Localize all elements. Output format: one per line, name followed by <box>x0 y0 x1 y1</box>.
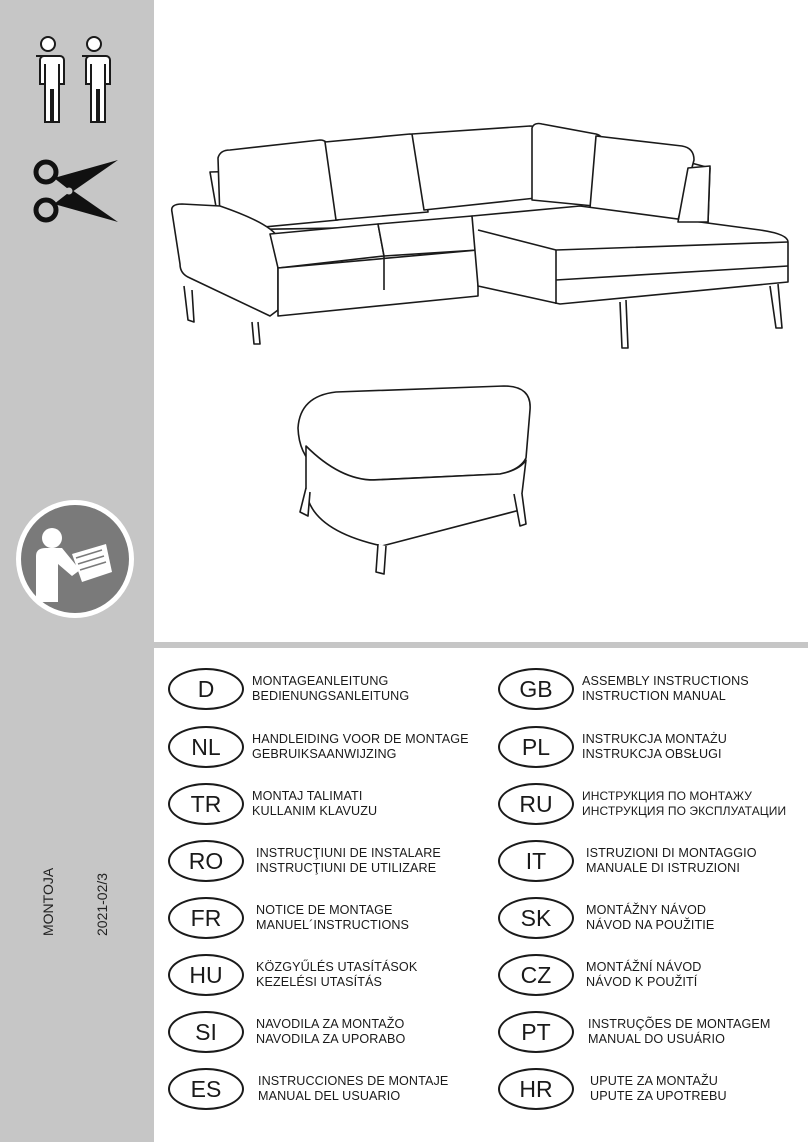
lang-line2: NAVODILA ZA UPORABO <box>256 1032 406 1046</box>
lang-code: RU <box>498 783 574 825</box>
lang-line1: INSTRUKCJA MONTAŻU <box>582 732 727 746</box>
lang-code: IT <box>498 840 574 882</box>
lang-line1: INSTRUÇÕES DE MONTAGEM <box>588 1017 771 1031</box>
lang-line1: INSTRUCCIONES DE MONTAJE <box>258 1074 449 1088</box>
lang-row-it <box>498 840 798 884</box>
lang-line2: GEBRUIKSAANWIJZING <box>252 747 397 761</box>
lang-row-fr <box>168 897 468 941</box>
lang-row-ru <box>498 783 798 827</box>
lang-row-si <box>168 1011 468 1055</box>
read-manual-icon <box>14 498 136 620</box>
lang-line2: INSTRUKCJA OBSŁUGI <box>582 747 722 761</box>
lang-code: CZ <box>498 954 574 996</box>
lang-line2: NÁVOD NA POUŽITIE <box>586 918 715 932</box>
lang-line2: KULLANIM KLAVUZU <box>252 804 378 818</box>
lang-line1: ASSEMBLY INSTRUCTIONS <box>582 674 749 688</box>
lang-line2: KEZELÉSI UTASÍTÁS <box>256 975 383 989</box>
lang-line1: INSTRUCŢIUNI DE INSTALARE <box>256 846 441 860</box>
lang-code: D <box>168 668 244 710</box>
furniture-illustration <box>160 110 800 580</box>
lang-code: ES <box>168 1068 244 1110</box>
lang-line2: MANUAL DEL USUARIO <box>258 1089 401 1103</box>
lang-row-es <box>168 1068 468 1112</box>
lang-code: TR <box>168 783 244 825</box>
lang-row-nl <box>168 726 468 770</box>
lang-line2: UPUTE ZA UPOTREBU <box>590 1089 727 1103</box>
lang-line2: MANUALE DI ISTRUZIONI <box>586 861 740 875</box>
lang-line1: ИНСТРУКЦИЯ ПО МОНТАЖУ <box>582 789 753 803</box>
lang-line1: MONTAJ TALIMATI <box>252 789 363 803</box>
lang-line2: INSTRUCTION MANUAL <box>582 689 726 703</box>
lang-line2: INSTRUCŢIUNI DE UTILIZARE <box>256 861 437 875</box>
lang-row-d <box>168 668 468 712</box>
lang-row-gb <box>498 668 798 712</box>
model-name: MONTOJA <box>40 867 56 936</box>
lang-row-hr <box>498 1068 798 1112</box>
lang-code: PT <box>498 1011 574 1053</box>
lang-line1: ISTRUZIONI DI MONTAGGIO <box>586 846 757 860</box>
lang-row-ro <box>168 840 468 884</box>
lang-row-hu <box>168 954 468 998</box>
lang-code: SI <box>168 1011 244 1053</box>
lang-row-sk <box>498 897 798 941</box>
lang-line1: UPUTE ZA MONTAŽU <box>590 1074 719 1088</box>
lang-row-pl <box>498 726 798 770</box>
lang-code: RO <box>168 840 244 882</box>
lang-line1: HANDLEIDING VOOR DE MONTAGE <box>252 732 469 746</box>
document-code: 2021-02/3 <box>94 872 110 936</box>
scissors-icon <box>32 158 122 224</box>
lang-line1: MONTAGEANLEITUNG <box>252 674 389 688</box>
lang-code: PL <box>498 726 574 768</box>
lang-line1: NOTICE DE MONTAGE <box>256 903 393 917</box>
lang-code: SK <box>498 897 574 939</box>
lang-row-pt <box>498 1011 798 1055</box>
corner-sofa-illustration <box>172 124 788 349</box>
lang-code: HU <box>168 954 244 996</box>
lang-line2: MANUAL DO USUÁRIO <box>588 1032 725 1046</box>
lang-line2: BEDIENUNGSANLEITUNG <box>252 689 410 703</box>
two-persons-icon <box>30 34 116 126</box>
footstool-illustration <box>298 386 530 574</box>
lang-code: HR <box>498 1068 574 1110</box>
lang-row-cz <box>498 954 798 998</box>
lang-line1: NAVODILA ZA MONTAŽO <box>256 1017 405 1031</box>
lang-code: GB <box>498 668 574 710</box>
lang-line1: KÖZGYŰLÉS UTASÍTÁSOK <box>256 960 418 974</box>
lang-row-tr <box>168 783 468 827</box>
lang-line2: MANUEL´INSTRUCTIONS <box>256 918 410 932</box>
lang-code: NL <box>168 726 244 768</box>
lang-code: FR <box>168 897 244 939</box>
divider-line <box>0 642 808 648</box>
lang-line2: ИНСТРУКЦИЯ ПО ЭКСПЛУАТАЦИИ <box>582 804 787 818</box>
lang-line2: NÁVOD K POUŽITÍ <box>586 975 698 989</box>
lang-line1: MONTÁŽNÍ NÁVOD <box>586 960 702 974</box>
lang-line1: MONTÁŽNY NÁVOD <box>586 903 707 917</box>
